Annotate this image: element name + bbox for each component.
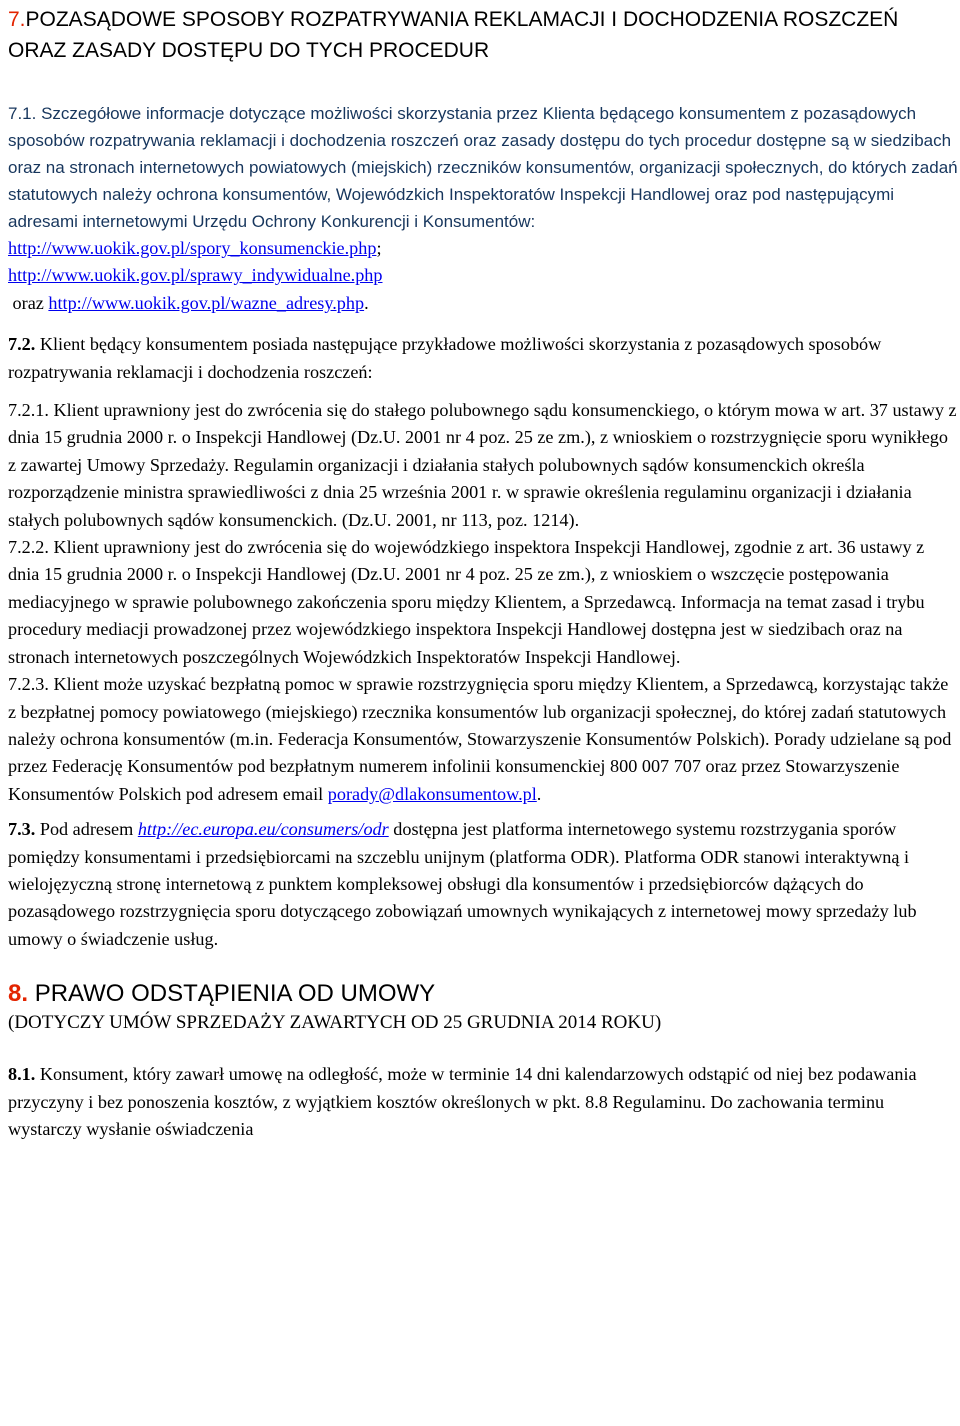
link-separator: ; [376,238,382,258]
section-7-number: 7. [8,8,26,31]
paragraph-7-3-number: 7.3. [8,819,36,840]
section-8-heading [8,979,958,1009]
paragraph-7-3 [8,816,958,953]
email-end-period: . [536,783,542,804]
paragraph-7-3-lead: Pod adresem [39,819,134,840]
paragraph-7-2-number: 7.2. [8,334,36,355]
paragraph-8-1-number: 8.1. [8,1064,36,1085]
paragraph-7-1-text: Szczegółowe informacje dotyczące możliwości skorzystania przez Klienta będącego konsumentem z pozasądowych sposobów rozpatrywania reklamacji i dochodzenia roszczeń oraz zasady dostępu do tych procedur dostępne są w siedzibach oraz na stronach internetowych powiatowych (miejskich) rzeczników konsumentów, organizacji społecznych, do których zadań statutowych należy ochrona konsumentów, Wojewódzkich Inspektoratów Inspekcji Handlowej oraz pod następującymi adresami internetowymi Urzędu Ochrony Konkurencji i Konsumentów: [8,104,958,231]
paragraph-8-1-text: Konsument, który zawarł umowę na odległość, może w terminie 14 dni kalendarzowych odstąpić od niej bez podawania przyczyny i bez ponoszenia kosztów, z wyjątkiem kosztów określonych w pkt. 8.8 Regulaminu. Do zachowania terminu wystarczy wysłanie oświadczenia [8,1064,917,1139]
paragraph-7-2-3 [8,671,958,808]
email-link[interactable]: porady@dlakonsumentow.pl [327,783,537,804]
paragraph-8-1 [8,1061,958,1143]
section-8-subtitle: (DOTYCZY UMÓW SPRZEDAŻY ZAWARTYCH OD 25 GRUDNIA 2014 ROKU) [8,1012,662,1034]
paragraph-7-2-1: 7.2.1. Klient uprawniony jest do zwrócenia się do stałego polubownego sądu konsumenckiego, o którym mowa w art. 37 ustawy z dnia 15 grudnia 2000 r. o Inspekcji Handlowej (Dz.U. 2001 nr 4 poz. 25 ze zm.), z wnioskiem o rozstrzygnięcie sporu wynikłego z zawartej Umowy Sprzedaży. Regulamin organizacji i działania stałych polubownych sądów konsumenckich określa rozporządzenie ministra sprawiedliwości z dnia 25 września 2001 r. w sprawie określenia regulaminu organizacji i działania stałych polubownych sądów konsumenckich. (Dz.U. 2001, nr 113, poz. 1214). [8,400,957,530]
paragraph-7-2 [8,331,958,386]
paragraph-7-3-text: dostępna jest platforma internetowego systemu rozstrzygania sporów pomiędzy konsumentami i przedsiębiorcami na szczeblu unijnym (platforma ODR). Platforma ODR stanowi interaktywną i wielojęzyczną stronę internetową z punktem kompleksowej obsługi dla konsumentów i przedsiębiorców dążących do pozasądowego rozstrzygnięcia sporu dotyczącego zobowiązań umownych wynikających z internetowej mowy sprzedaży lub umowy o świadczenie usług. [8,819,917,949]
document-page [8,0,958,1143]
paragraph-7-2-3-text: 7.2.3. Klient może uzyskać bezpłatną pomoc w sprawie rozstrzygnięcia sporu między Klientem, a Sprzedawcą, korzystając także z bezpłatnej pomocy powiatowego (miejskiego) rzecznika konsumentów lub organizacji społecznej, do której zadań statutowych należy ochrona konsumentów (m.in. Federacja Konsumentów, Stowarzyszenie Konsumentów Polskich). Porady udzielane są pod przez Federację Konsumentów pod bezpłatnym numerem infolinii konsumenckiej 800 007 707 oraz przez Stowarzyszenie Konsumentów Polskich pod adresem email [8,674,952,804]
section-7-heading [8,4,958,66]
link-sprawy-indywidualne[interactable]: http://www.uokik.gov.pl/sprawy_indywidualne.php [8,265,383,286]
link-end-period: . [364,292,369,313]
paragraph-7-1 [8,100,958,235]
paragraph-7-1-number: 7.1. [8,104,37,123]
section-8-title: PRAWO ODSTĄPIENIA OD UMOWY [34,980,436,1008]
section-8-number: 8. [8,980,29,1008]
odr-platform-link[interactable]: http://ec.europa.eu/consumers/odr [137,819,389,840]
link-spory-konsumenckie[interactable]: http://www.uokik.gov.pl/spory_konsumenckie.php [8,238,377,258]
link-wazne-adresy[interactable]: http://www.uokik.gov.pl/wazne_adresy.php [48,292,365,313]
paragraph-7-2-text: Klient będący konsumentem posiada następujące przykładowe możliwości skorzystania z pozasądowych sposobów rozpatrywania reklamacji i dochodzenia roszczeń: [8,334,882,382]
paragraph-7-2-2: 7.2.2. Klient uprawniony jest do zwrócenia się do wojewódzkiego inspektora Inspekcji Handlowej, zgodnie z art. 36 ustawy z dnia 15 grudnia 2000 r. o Inspekcji Handlowej (Dz.U. 2001 nr 4 poz. 25 ze zm.), z wnioskiem o wszczęcie postępowania mediacyjnego w sprawie polubownego zakończenia sporu między Klientem, a Sprzedawcą. Informacja na temat zasad i trybu procedury mediacji prowadzonej przez wojewódzkiego inspektora Inspekcji Handlowej dostępna jest w siedzibach oraz na stronach internetowych poszczególnych Wojewódzkich Inspektoratów Inspekcji Handlowej. [8,537,925,667]
uokik-links [8,235,958,317]
oraz-text: oraz [12,292,44,313]
section-7-title: POZASĄDOWE SPOSOBY ROZPATRYWANIA REKLAMACJI I DOCHODZENIA ROSZCZEŃ ORAZ ZASADY DOSTĘPU DO TYCH PROCEDUR [8,8,899,62]
